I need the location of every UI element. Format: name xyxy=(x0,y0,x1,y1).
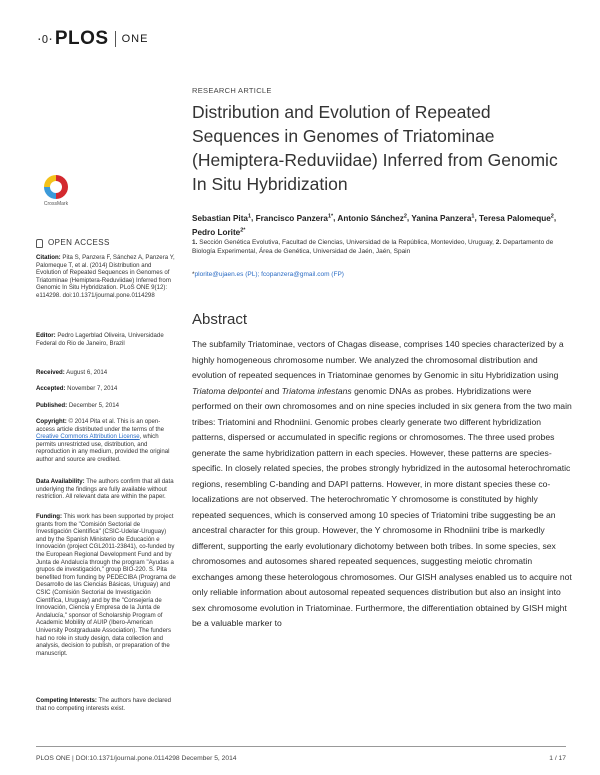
data-availability-block xyxy=(36,478,176,501)
affiliation-number: 2. xyxy=(495,239,502,246)
journal-suffix: ONE xyxy=(121,33,149,45)
competing-interests-block xyxy=(36,697,176,712)
funding-text: This work has been supported by project grants from the "Comisión Sectorial de Investigación Científica" (CSIC-Udelar-Uruguay) and by the Spanish Ministerio de Educación e Innovación (project CGL2011-23841), co-funded by the European Regional Development Fund and by Junta de Andalucía through the program "Ayudas a grupos de investigación," group BIO-220. S. Pita benefited from funding by PEDECIBA (Programa de Desarrollo de las Ciencias Básicas, Uruguay) and CSIC (Comisión Sectorial de Investigación Científica, Uruguay) and by the "Consejería de Innovación, Ciencia y Empresa de la Junta de Andalucía," sponsor of Scholarship Program of Academic Mobility of AUIP (Ibero-American University Postgraduate Association). The funders had no role in study design, data collection and analysis, decision to publish, or preparation of the manuscript. xyxy=(36,513,176,657)
crossmark-label: CrossMark xyxy=(43,201,69,207)
crossmark-badge[interactable] xyxy=(36,175,76,207)
article-title: Distribution and Evolution of Repeated Sequences in Genomes of Triatominae (Hemiptera-Reduviidae) Inferred from Genomic In Situ Hybridization xyxy=(192,102,558,194)
accepted-block xyxy=(36,385,176,393)
license-link[interactable]: Creative Commons Attribution License xyxy=(36,433,140,441)
open-access-label: OPEN ACCESS xyxy=(48,238,110,247)
received-block xyxy=(36,369,176,377)
footer-citation: PLOS ONE | DOI:10.1371/journal.pone.0114298 December 5, 2014 xyxy=(36,755,237,762)
author: Antonio Sánchez$^2$ xyxy=(337,213,407,223)
received-label: Received: xyxy=(36,369,65,376)
corresponding-emails: *plorite@ujaen.es (PL); fcopanzera@gmail.com (FP) xyxy=(192,271,344,278)
affiliations xyxy=(192,238,577,256)
accepted-date: November 7, 2014 xyxy=(67,385,118,392)
copyright-label: Copyright: xyxy=(36,418,67,425)
abstract-body: The subfamily Triatominae, vectors of Chagas disease, comprises 140 species characterized by a highly homogeneous chromosome number. We analyzed the chromosomal distribution and evolution of repeated sequences in Triatominae genomes by Genomic in situ Hybridization using Triatoma delpontei and Triatoma infestans genomic DNAs as probes. Hybridizations were performed on their own chromosomes and on nine species included in six genera from the two main tribes: Triatomini and Rhodniini. Genomic probes clearly generate two different hybridization patterns, dispersed or accumulated in specific regions or chromosomes. The three used probes generate the same hybridization pattern in each species. However, these patterns are species-specific. In closely related species, the probes strongly hybridized in the autosomal heterochromatic regions, resembling C-banding and DAPI patterns. However, in more distant species these co-localizations are not observed. The heterochromatic Y chromosome is constituted by highly repeated sequences, which is conserved among 10 species of Triatomini tribe suggesting be an ancestral character for this group. However, the Y chromosome in Rhodniini tribe is markedly different, supporting the early evolutionary dichotomy between both tribes. In some species, sex chromosomes and autosomes shared repeated sequences, suggesting meiotic chromatin exchanges among these heterologous chromosomes. Our GISH analyses enabled us to acquire not only reliable information about autosomal repeated sequences distribution but also an insight into sex chromosome evolution in Triatominae. Furthermore, the differentiation obtained by GISH might be a valuable marker to xyxy=(192,339,572,628)
abstract-heading: Abstract xyxy=(192,311,248,328)
author: Francisco Panzera$^{1*}$ xyxy=(255,213,334,223)
logo-divider xyxy=(115,31,116,47)
competing-interests-label: Competing Interests: xyxy=(36,697,97,704)
author: Sebastian Pita$^1$ xyxy=(192,213,252,223)
copyright-text: © 2014 Pita et al. This is an open-access article distributed under the terms of the xyxy=(36,418,165,433)
competing-interests-text: The authors have declared that no competing interests exist. xyxy=(36,697,172,712)
editor-label: Editor: xyxy=(36,332,56,339)
funding-block xyxy=(36,513,176,657)
open-access-badge xyxy=(36,238,110,247)
logo-text: PLOS xyxy=(54,28,109,49)
copyright-block xyxy=(36,418,176,464)
email-link[interactable]: fcopanzera@gmail.com (FP) xyxy=(261,271,344,278)
data-availability-text: The authors confirm that all data underlying the findings are fully available without restriction. All relevant data are within the paper. xyxy=(36,478,174,501)
logo-mark-icon: ·O· xyxy=(36,32,53,46)
published-date: December 5, 2014 xyxy=(68,402,119,409)
crossmark-icon xyxy=(44,175,68,199)
data-availability-label: Data Availability: xyxy=(36,478,85,485)
published-label: Published: xyxy=(36,402,68,409)
open-lock-icon xyxy=(36,239,43,248)
affiliation-text: Sección Genética Evolutiva, Facultad de Ciencias, Universidad de la República, Montevideo, Uruguay, xyxy=(199,239,494,246)
editor-block xyxy=(36,332,176,347)
accepted-label: Accepted: xyxy=(36,385,66,392)
citation-text: Pita S, Panzera F, Sánchez A, Panzera Y, Palomeque T, et al. (2014) Distribution and Evolution of Repeated Sequences in Genomes of Triatominae (Hemiptera-Reduviidae) Inferred from Genomic In Situ Hybridization. PLoS ONE 9(12): e114298. doi:10.1371/journal.pone.0114298 xyxy=(36,254,175,299)
article-type: RESEARCH ARTICLE xyxy=(192,86,272,95)
species-name: Triatoma infestans xyxy=(281,385,352,396)
affiliation-text: Departamento de Biología Experimental, Área de Genética, Universidad de Jaén, Jaén, Spain xyxy=(192,239,554,255)
copyright-text-end: , which permits unrestricted use, distribution, and reproduction in any medium, provided the original author and source are credited. xyxy=(36,433,170,463)
author: Teresa Palomeque$^2$ xyxy=(479,213,554,223)
page-number: 1 / 17 xyxy=(549,755,566,762)
author: Pedro Lorite$^{2*}$ xyxy=(192,227,246,238)
species-name: Triatoma delpontei xyxy=(192,385,263,396)
page-footer xyxy=(36,746,566,762)
published-block xyxy=(36,402,176,410)
author-list: Sebastian Pita$^1$, Francisco Panzera$^{1*}$, Antonio Sánchez$^2$, Yanina Panzera$^1$, Teresa Palomeque$^2$, Pedro Lorite$^{2*}$ xyxy=(192,213,557,238)
citation-block xyxy=(36,254,176,300)
editor-text: Pedro Lagerblad Oliveira, Universidade Federal do Rio de Janeiro, Brazil xyxy=(36,332,164,347)
plos-one-logo xyxy=(36,28,148,50)
author: Yanina Panzera$^1$ xyxy=(411,213,475,223)
affiliation-number: 1. xyxy=(192,239,198,246)
funding-label: Funding: xyxy=(36,513,63,520)
received-date: August 6, 2014 xyxy=(66,369,108,376)
email-link[interactable]: plorite@ujaen.es (PL); xyxy=(194,271,260,278)
citation-label: Citation: xyxy=(36,254,61,261)
